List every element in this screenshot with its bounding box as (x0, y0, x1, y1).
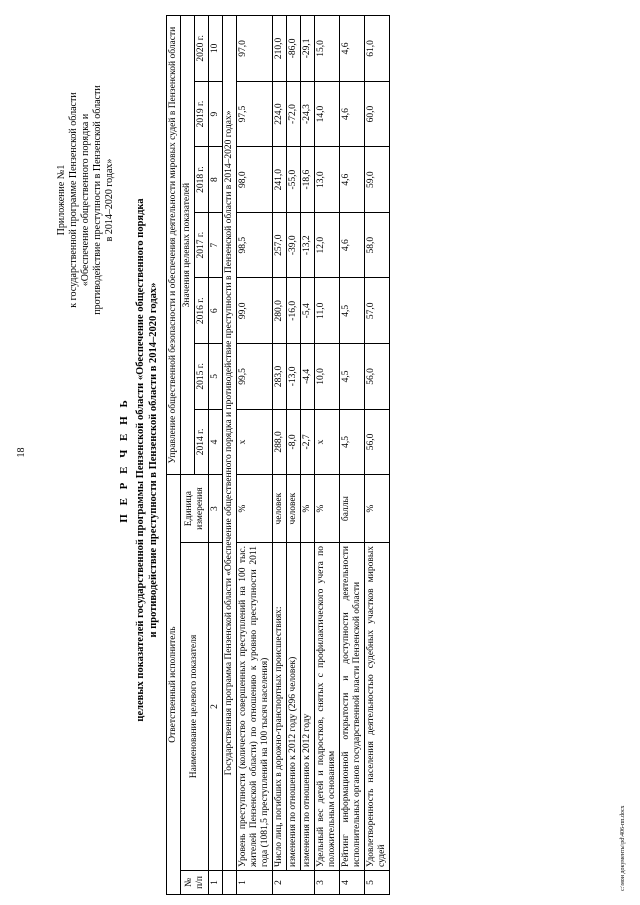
row-unit: % (365, 475, 390, 543)
row-value: 57,0 (365, 278, 390, 344)
row-value: -13,0 (287, 344, 301, 410)
row-value: 4,6 (340, 147, 365, 213)
row-value: -29,1 (301, 16, 315, 82)
appendix-note (56, 55, 116, 345)
row-value: 10,0 (315, 344, 340, 410)
header-name: Наименование целевого показателя (181, 543, 209, 871)
row-value: 4,5 (340, 409, 365, 475)
appendix-line: противодействие преступности в Пензенской области (92, 85, 103, 315)
row-value: 224,0 (273, 81, 287, 147)
row-value: 283,0 (273, 344, 287, 410)
row-name: Рейтинг информационной открытости и доступности деятельности исполнительных органов государственной власти Пензенской области (340, 543, 365, 871)
header-year: 2018 г. (195, 147, 209, 213)
row-value: 13,0 (315, 147, 340, 213)
header-year: 2020 г. (195, 16, 209, 82)
row-value: -16,0 (287, 278, 301, 344)
row-value: 11,0 (315, 278, 340, 344)
header-year: 2017 г. (195, 212, 209, 278)
table-row (237, 16, 273, 895)
header-year: 2019 г. (195, 81, 209, 147)
row-value: -5,4 (301, 278, 315, 344)
row-value: -2,7 (301, 409, 315, 475)
header-values-group: Значения целевых показателей (181, 16, 195, 475)
row-name: Удовлетворенность населения деятельностью судебных участков мировых судей (365, 543, 390, 871)
row-value: 98,0 (237, 147, 273, 213)
row-num: 2 (273, 870, 315, 894)
row-value: 56,0 (365, 344, 390, 410)
row-value: -86,0 (287, 16, 301, 82)
row-value: -24,3 (301, 81, 315, 147)
row-value: 241,0 (273, 147, 287, 213)
row-value: х (237, 409, 273, 475)
program-row: Государственная программа Пензенской области «Обеспечение общественного порядка и противодействие преступности в Пензенской области в 2014–2020 годах» (223, 16, 237, 871)
row-value: -72,0 (287, 81, 301, 147)
row-value: 4,6 (340, 212, 365, 278)
col-index: 4 (209, 409, 223, 475)
table-row (301, 16, 315, 895)
row-value: 288,0 (273, 409, 287, 475)
row-value: 97,5 (237, 81, 273, 147)
row-value: 56,0 (365, 409, 390, 475)
col-index: 9 (209, 81, 223, 147)
row-value: 99,0 (237, 278, 273, 344)
table-row (340, 16, 365, 895)
row-unit: % (237, 475, 273, 543)
row-name: изменения по отношению к 2012 году (296 человек) (287, 543, 301, 871)
row-value: -18,6 (301, 147, 315, 213)
col-index: 8 (209, 147, 223, 213)
row-value: х (315, 409, 340, 475)
row-num: 4 (340, 870, 365, 894)
col-index: 10 (209, 16, 223, 82)
row-name: Число лиц, погибших в дорожно-транспортных происшествиях: (273, 543, 287, 871)
row-name: Уровень преступности (количество совершенных преступлений на 100 тыс. жителей Пензенской области) по отношению к уровню преступности 2011 года (1081,5 преступлений на 100 тысяч населения) (237, 543, 273, 871)
table-row (287, 16, 301, 895)
header-year: 2016 г. (195, 278, 209, 344)
header-num: № п/п (181, 870, 209, 894)
row-name: Удельный вес детей и подростков, снятых с профилактического учета по положительным основаниям (315, 543, 340, 871)
appendix-line: «Обеспечение общественного порядка и (80, 113, 91, 287)
indicators-table (166, 15, 390, 895)
row-name: изменения по отношению к 2012 году (301, 543, 315, 871)
row-value: 99,5 (237, 344, 273, 410)
header-unit: Единица измерения (181, 475, 209, 543)
col-index: 5 (209, 344, 223, 410)
table-row (273, 16, 287, 895)
row-value: 15,0 (315, 16, 340, 82)
row-value: 4,6 (340, 81, 365, 147)
row-value: 280,0 (273, 278, 287, 344)
heading-line: целевых показателей государственной программы Пензенской области «Обеспечение общественного порядка (135, 198, 146, 722)
row-unit: человек (273, 475, 287, 543)
row-value: -13,2 (301, 212, 315, 278)
row-value: 4,5 (340, 278, 365, 344)
row-unit: человек (287, 475, 301, 543)
appendix-line: в 2014–2020 годах» (104, 158, 115, 242)
row-value: 210,0 (273, 16, 287, 82)
row-num: 1 (237, 870, 273, 894)
row-unit: баллы (340, 475, 365, 543)
appendix-line: Приложение №1 (56, 164, 67, 236)
header-year: 2015 г. (195, 344, 209, 410)
header-year: 2014 г. (195, 409, 209, 475)
col-index: 2 (209, 543, 223, 871)
executor-label: Ответственный исполнитель (167, 475, 181, 895)
col-index: 1 (209, 870, 223, 894)
heading-line: и противодействие преступности в Пензенской области в 2014–2020 годах» (148, 282, 159, 638)
document-heading (118, 135, 160, 785)
row-value: -39,0 (287, 212, 301, 278)
col-index: 6 (209, 278, 223, 344)
row-num: 5 (365, 870, 390, 894)
heading-title: П Е Р Е Ч Е Н Ь (118, 397, 130, 523)
row-value: 14,0 (315, 81, 340, 147)
row-value: 12,0 (315, 212, 340, 278)
row-num: 3 (315, 870, 340, 894)
row-value: 98,5 (237, 212, 273, 278)
col-index: 7 (209, 212, 223, 278)
table-row (315, 16, 340, 895)
row-unit: % (301, 475, 315, 543)
row-value: 61,0 (365, 16, 390, 82)
file-path-footer: c:\мои документы\рd\406-пп.docx (620, 805, 626, 891)
row-value: -55,0 (287, 147, 301, 213)
col-index: 3 (209, 475, 223, 543)
row-value: -4,4 (301, 344, 315, 410)
row-value: 4,5 (340, 344, 365, 410)
table-row (365, 16, 390, 895)
row-value: 59,0 (365, 147, 390, 213)
appendix-line: к государственной программе Пензенской области (68, 92, 79, 308)
row-value: 4,6 (340, 16, 365, 82)
row-value: 60,0 (365, 81, 390, 147)
row-value: 97,0 (237, 16, 273, 82)
executor-value: Управление общественной безопасности и обеспечения деятельности мировых судей в Пензенской области (167, 16, 181, 475)
row-value: -8,0 (287, 409, 301, 475)
page-number: 18 (16, 447, 27, 458)
row-value: 257,0 (273, 212, 287, 278)
row-value: 58,0 (365, 212, 390, 278)
row-unit: % (315, 475, 340, 543)
